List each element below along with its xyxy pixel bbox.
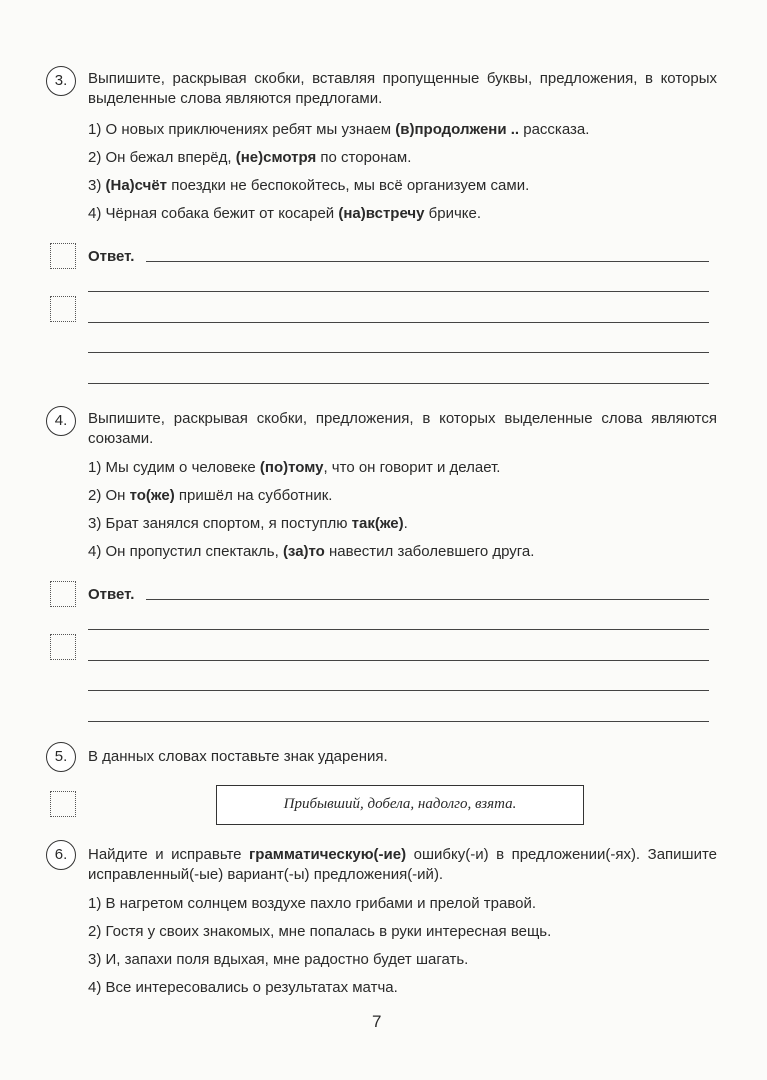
answer-line[interactable] bbox=[88, 660, 709, 661]
option: 2) Он то(же) пришёл на субботник. bbox=[88, 487, 333, 504]
answer-line[interactable] bbox=[146, 599, 709, 600]
task-number: 6. bbox=[46, 840, 76, 870]
option: 1) О новых приключениях ребят мы узнаем (в)продолжени .. рассказа. bbox=[88, 121, 590, 138]
task-question: Выпишите, раскрывая скобки, предложения, в которых выделенные слова являются союзами. bbox=[88, 410, 717, 447]
task-question: В данных словах поставьте знак ударения. bbox=[88, 748, 388, 765]
page-number: 7 bbox=[372, 1012, 382, 1031]
option: 2) Гостя у своих знакомых, мне попалась в руки интересная вещь. bbox=[88, 923, 552, 940]
option: 3) (На)счёт поездки не беспокойтесь, мы всё организуем сами. bbox=[88, 177, 530, 194]
option: 3) И, запахи поля вдыхая, мне радостно будет шагать. bbox=[88, 951, 469, 968]
answer-line[interactable] bbox=[88, 352, 709, 353]
answer-checkbox[interactable] bbox=[50, 634, 76, 660]
answer-checkbox[interactable] bbox=[50, 791, 76, 817]
answer-line[interactable] bbox=[88, 721, 709, 722]
answer-line[interactable] bbox=[88, 629, 709, 630]
task-number: 4. bbox=[46, 406, 76, 436]
answer-label: Ответ. bbox=[88, 586, 135, 603]
answer-line[interactable] bbox=[88, 322, 709, 323]
option: 1) Мы судим о человеке (по)тому, что он говорит и делает. bbox=[88, 459, 501, 476]
answer-line[interactable] bbox=[88, 383, 709, 384]
answer-line[interactable] bbox=[146, 261, 709, 262]
option: 4) Чёрная собака бежит от косарей (на)встречу бричке. bbox=[88, 205, 482, 222]
option: 4) Он пропустил спектакль, (за)то навестил заболевшего друга. bbox=[88, 543, 535, 560]
task-question: Выпишите, раскрывая скобки, вставляя пропущенные буквы, предложения, в которых выделенные слова являются предлогами. bbox=[88, 70, 717, 107]
option: 1) В нагретом солнцем воздухе пахло грибами и прелой травой. bbox=[88, 895, 537, 912]
answer-checkbox[interactable] bbox=[50, 296, 76, 322]
answer-checkbox[interactable] bbox=[50, 581, 76, 607]
task-question: Найдите и исправьте грамматическую(-ие) ошибку(-и) в предложении(-ях). Запишите исправленный(-ые) вариант(-ы) предложения(-ий). bbox=[88, 846, 717, 883]
answer-label: Ответ. bbox=[88, 248, 135, 265]
stress-words-box: Прибывший, добела, надолго, взята. bbox=[216, 785, 584, 825]
task-number: 3. bbox=[46, 66, 76, 96]
option: 4) Все интересовались о результатах матча. bbox=[88, 979, 398, 996]
option: 2) Он бежал вперёд, (не)смотря по сторонам. bbox=[88, 149, 412, 166]
option: 3) Брат занялся спортом, я поступлю так(же). bbox=[88, 515, 408, 532]
task-number: 5. bbox=[46, 742, 76, 772]
answer-line[interactable] bbox=[88, 690, 709, 691]
answer-checkbox[interactable] bbox=[50, 243, 76, 269]
answer-line[interactable] bbox=[88, 291, 709, 292]
